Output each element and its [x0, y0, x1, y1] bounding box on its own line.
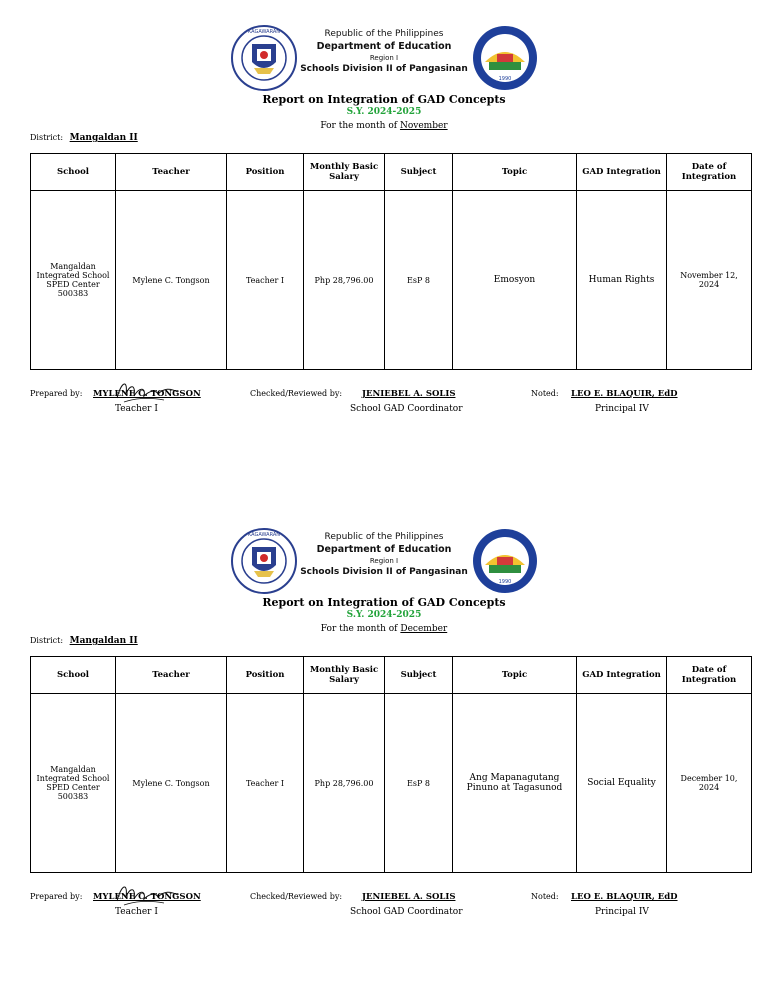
- noted-role: Principal IV: [595, 404, 649, 414]
- svg-text:KAGAWARAN: KAGAWARAN: [247, 532, 281, 538]
- prepared-name: MYLENE C. TONGSON: [93, 389, 201, 399]
- noted-name: LEO E. BLAQUIR, EdD: [571, 892, 678, 902]
- column-header: School: [31, 154, 116, 191]
- column-header: Monthly Basic Salary: [304, 657, 385, 694]
- column-header: Topic: [453, 657, 577, 694]
- report-december: [0, 503, 768, 993]
- report-title: Report on Integration of GAD Concepts: [262, 596, 506, 609]
- prepared-name: MYLENE C. TONGSON: [93, 892, 201, 902]
- cell-date: November 12, 2024: [667, 191, 752, 370]
- header-department: Department of Education: [316, 41, 452, 52]
- cell-teacher: Mylene C. Tongson: [116, 694, 227, 873]
- cell-topic: Ang Mapanagutang Pinuno at Tagasunod: [453, 694, 577, 873]
- month-prefix: For the month of: [320, 624, 398, 634]
- cell-topic: Emosyon: [453, 191, 577, 370]
- letterhead: [0, 0, 768, 95]
- month-prefix: For the month of: [320, 121, 398, 131]
- pangasinan-division-seal-icon: [471, 24, 539, 92]
- header-division: Schools Division II of Pangasinan: [300, 64, 468, 74]
- checked-label: Checked/Reviewed by:: [250, 892, 343, 901]
- cell-gad-integration: Social Equality: [577, 694, 667, 873]
- checked-name: JENIEBEL A. SOLIS: [362, 892, 456, 902]
- column-header: School: [31, 657, 116, 694]
- header-department: Department of Education: [316, 544, 452, 555]
- cell-date: December 10, 2024: [667, 694, 752, 873]
- report-title: Report on Integration of GAD Concepts: [262, 93, 506, 106]
- letterhead: [0, 503, 768, 598]
- table-header-row: [31, 657, 752, 694]
- district-line: [30, 636, 138, 646]
- column-header: Position: [227, 657, 304, 694]
- table-row: [31, 694, 752, 873]
- cell-school: Mangaldan Integrated School SPED Center 500383: [31, 694, 116, 873]
- district-line: [30, 133, 138, 143]
- svg-text:KAGAWARAN: KAGAWARAN: [247, 29, 281, 35]
- header-republic: Republic of the Philippines: [324, 29, 444, 39]
- month-value: November: [399, 121, 448, 131]
- column-header: Date of Integration: [667, 657, 752, 694]
- svg-text:1990: 1990: [498, 579, 512, 585]
- gad-table: [30, 656, 752, 873]
- column-header: Date of Integration: [667, 154, 752, 191]
- header-division: Schools Division II of Pangasinan: [300, 567, 468, 577]
- column-header: Topic: [453, 154, 577, 191]
- month-line: [0, 624, 768, 634]
- prepared-label: Prepared by:: [30, 892, 83, 901]
- school-year: S.Y. 2024-2025: [346, 107, 422, 117]
- prepared-block: [30, 892, 82, 901]
- table-row: [31, 191, 752, 370]
- cell-gad-integration: Human Rights: [577, 191, 667, 370]
- cell-school: Mangaldan Integrated School SPED Center 500383: [31, 191, 116, 370]
- header-region: Region I: [369, 54, 399, 62]
- district-label: District:: [30, 133, 64, 142]
- noted-label: Noted:: [531, 389, 559, 398]
- column-header: GAD Integration: [577, 154, 667, 191]
- header-region: Region I: [369, 557, 399, 565]
- month-value: December: [400, 624, 448, 634]
- cell-subject: EsP 8: [385, 191, 453, 370]
- prepared-role: Teacher I: [115, 907, 158, 917]
- checked-name: JENIEBEL A. SOLIS: [362, 389, 456, 399]
- gad-table: [30, 153, 752, 370]
- noted-label: Noted:: [531, 892, 559, 901]
- column-header: Subject: [385, 657, 453, 694]
- column-header: Position: [227, 154, 304, 191]
- cell-salary: Php 28,796.00: [304, 694, 385, 873]
- column-header: Monthly Basic Salary: [304, 154, 385, 191]
- prepared-label: Prepared by:: [30, 389, 83, 398]
- prepared-role: Teacher I: [115, 404, 158, 414]
- header-republic: Republic of the Philippines: [324, 532, 444, 542]
- pangasinan-division-seal-icon: [471, 527, 539, 595]
- cell-position: Teacher I: [227, 191, 304, 370]
- district-value: Mangaldan II: [69, 133, 138, 143]
- prepared-block: [30, 389, 82, 398]
- cell-subject: EsP 8: [385, 694, 453, 873]
- svg-text:1990: 1990: [498, 76, 512, 82]
- column-header: Teacher: [116, 657, 227, 694]
- noted-name: LEO E. BLAQUIR, EdD: [571, 389, 678, 399]
- noted-role: Principal IV: [595, 907, 649, 917]
- district-label: District:: [30, 636, 64, 645]
- school-year: S.Y. 2024-2025: [346, 610, 422, 620]
- column-header: Subject: [385, 154, 453, 191]
- report-november: [0, 0, 768, 490]
- table-header-row: [31, 154, 752, 191]
- month-line: [0, 121, 768, 131]
- district-value: Mangaldan II: [69, 636, 138, 646]
- cell-teacher: Mylene C. Tongson: [116, 191, 227, 370]
- cell-position: Teacher I: [227, 694, 304, 873]
- cell-salary: Php 28,796.00: [304, 191, 385, 370]
- column-header: GAD Integration: [577, 657, 667, 694]
- checked-role: School GAD Coordinator: [350, 907, 463, 917]
- checked-label: Checked/Reviewed by:: [250, 389, 343, 398]
- checked-role: School GAD Coordinator: [350, 404, 463, 414]
- column-header: Teacher: [116, 154, 227, 191]
